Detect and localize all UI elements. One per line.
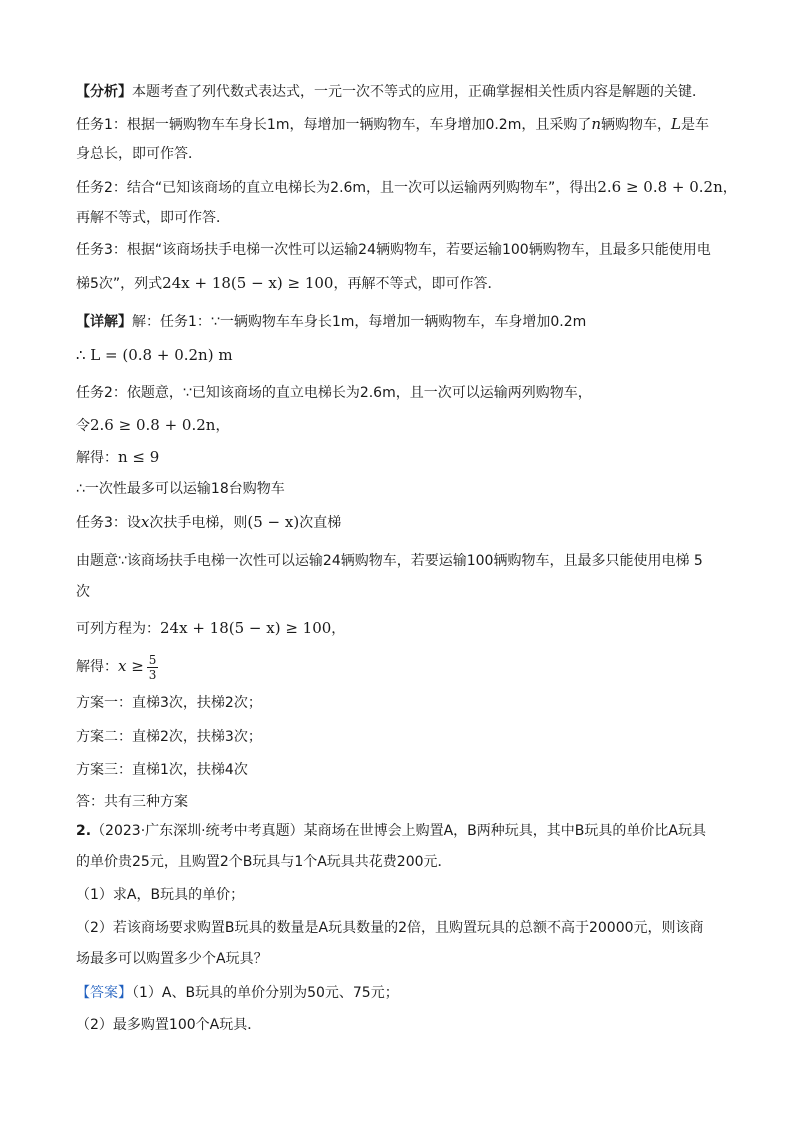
detail-line1: 【详解】解：任务1：∵一辆购物车车身长1m，每增加一辆购物车，车身增加0.2m xyxy=(76,314,587,330)
detail-line10: 可列方程为：24x + 18(5 − x) ≥ 100， xyxy=(76,619,346,637)
detail-line9: 次 xyxy=(76,584,90,600)
question2-line1: 2.（2023·广东深圳·统考中考真题）某商场在世博会上购置A，B两种玩具，其中B玩具的单价比A玩具 xyxy=(76,823,706,839)
question2-part1: （1）求A，B玩具的单价； xyxy=(76,887,245,903)
fraction-five-thirds: $\frac{5}{3}$ xyxy=(148,652,157,682)
answer-tag: 【答案】 xyxy=(76,985,132,1001)
answer-line1: 【答案】（1）A、B玩具的单价分别为50元、75元； xyxy=(76,985,399,1001)
detail-line2: ∴ L = (0.8 + 0.2n) m xyxy=(76,346,233,364)
analysis-text: 本题考查了列代数式表达式，一元一次不等式的应用，正确掌握相关性质内容是解题的关键． xyxy=(132,84,706,100)
analysis-tag: 【分析】 xyxy=(76,84,132,100)
detail-line4: 令2.6 ≥ 0.8 + 0.2n， xyxy=(76,416,230,434)
detail-line3: 任务2：依题意，∵已知该商场的直立电梯长为2.6m，且一次可以运输两列购物车， xyxy=(76,385,592,401)
question-number: 2. xyxy=(76,823,92,839)
analysis-intro xyxy=(76,82,726,102)
detail-line11: 解得：x ≥ $\frac{5}{3}$ xyxy=(76,652,157,682)
analysis-task3-line1: 任务3：根据“该商场扶手电梯一次性可以运输24辆购物车，若要运输100辆购物车，且最多只能使用电 xyxy=(76,242,711,258)
detail-line5: 解得：n ≤ 9 xyxy=(76,448,160,466)
plan-1: 方案一：直梯3次，扶梯2次； xyxy=(76,695,262,711)
task2-inequality: 2.6 ≥ 0.8 + 0.2n xyxy=(597,178,723,196)
plan-2: 方案二：直梯2次，扶梯3次； xyxy=(76,729,262,745)
analysis-task2-line2: 再解不等式，即可作答． xyxy=(76,210,230,226)
plan-3: 方案三：直梯1次，扶梯4次 xyxy=(76,762,248,778)
analysis-task1-line1: 任务1：根据一辆购物车车身长1m，每增加一辆购物车，车身增加0.2m，且采购了n辆购物车，L是车 xyxy=(76,115,709,133)
detail-line8: 由题意∵该商场扶手电梯一次性可以运输24辆购物车，若要运输100辆购物车，且最多只能使用电梯 5 xyxy=(76,553,703,569)
detail-line6: ∴一次性最多可以运输18台购物车 xyxy=(76,481,285,497)
task3-inequality: 24x + 18(5 − x) ≥ 100 xyxy=(162,274,334,292)
analysis-task3-line2: 梯5次”，列式24x + 18(5 − x) ≥ 100，再解不等式，即可作答． xyxy=(76,274,502,292)
detail-tag: 【详解】 xyxy=(76,314,132,330)
question2-line2: 的单价贵25元，且购置2个B玩具与1个A玩具共花费200元． xyxy=(76,854,452,870)
analysis-task2-line1: 任务2：结合“已知该商场的直立电梯长为2.6m，且一次可以运输两列购物车”，得出2.6 ≥ 0.8 + 0.2n， xyxy=(76,178,737,196)
answer-line2: （2）最多购置100个A玩具． xyxy=(76,1017,262,1033)
analysis-task1-line2: 身总长，即可作答． xyxy=(76,146,202,162)
detail-line7: 任务3：设x次扶手电梯，则(5 − x)次直梯 xyxy=(76,513,342,531)
question2-part2-line2: 场最多可以购置多少个A玩具？ xyxy=(76,951,268,967)
detail-answer: 答：共有三种方案 xyxy=(76,794,188,810)
question2-part2-line1: （2）若该商场要求购置B玩具的数量是A玩具数量的2倍，且购置玩具的总额不高于20000元，则该商 xyxy=(76,920,704,936)
